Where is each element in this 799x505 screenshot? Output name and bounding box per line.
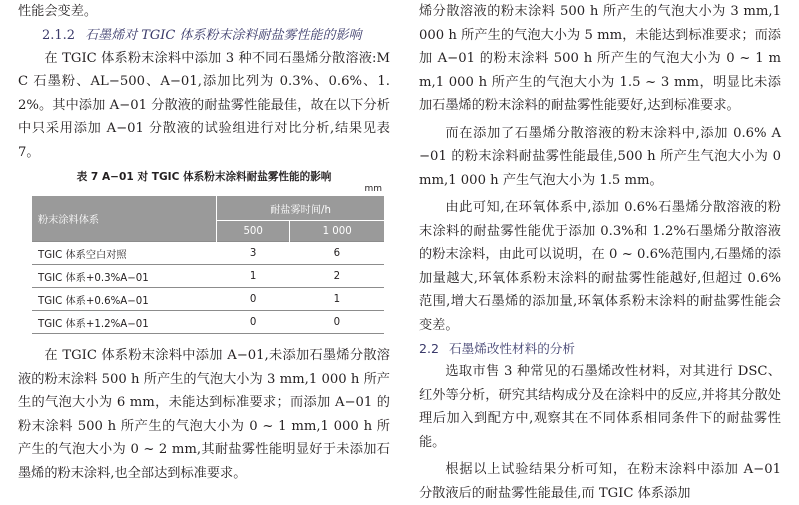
- table-cell: 2: [290, 265, 384, 288]
- table-cell: 6: [290, 242, 384, 265]
- table-col-header: 1 000: [290, 221, 384, 242]
- section-title: 石墨烯改性材料的分析: [449, 341, 575, 356]
- table-cell-label: TGIC 体系空白对照: [32, 242, 217, 265]
- table-cell: 1: [217, 265, 290, 288]
- paragraph: 在 TGIC 体系粉末涂料中添加 A−01,未添加石墨烯分散溶液的粉末涂料 500 h 所产生的气泡大小为 3 mm,1 000 h 所产生的气泡大小为 6 mm，未能达到标准要求；而添加 A−01 的粉末涂料 500 h 所产生的气泡大小为 0 ~ 1 mm,1 000 h 所产生的气泡大小为 0 ~ 2 mm,其耐盐雾性能明显好于未添加石墨烯的粉末涂料,也全部达到标准要求。: [18, 348, 390, 481]
- table-caption: 表 7 A−01 对 TGIC 体系粉末涂料耐盐雾性能的影响: [76, 171, 332, 183]
- paragraph: 烯分散溶液的粉末涂料 500 h 所产生的气泡大小为 3 mm,1 000 h 所产生的气泡大小为 5 mm，未能达到标准要求；而添加 A−01 的粉末涂料 500 h 所产生的气泡大小为 0 ~ 1 mm,1 000 h 所产生的气泡大小为 1.5 ~ 3 mm，明显比未添加石墨烯的粉末涂料的耐盐雾性能要好,达到标准要求。: [419, 4, 781, 113]
- paragraph: 在 TGIC 体系粉末涂料中添加 3 种不同石墨烯分散溶液:MC 石墨粉、AL−500、A−01,添加比列为 0.3%、0.6%、1.2%。其中添加 A−01 分散液的耐盐雾性能最佳，故在以下分析中只采用添加 A−01 分散液的试验组进行对比分析,结果见表 7。: [18, 50, 390, 160]
- table-row-header: 粉末涂料体系: [32, 196, 217, 242]
- right-column: [419, 0, 781, 505]
- table-cell: 0: [217, 288, 290, 311]
- table-row: [32, 288, 384, 311]
- table-cell-label: TGIC 体系+0.6%A−01: [32, 288, 217, 311]
- table-cell-label: TGIC 体系+0.3%A−01: [32, 265, 217, 288]
- paragraph: 而在添加了石墨烯分散溶液的粉末涂料中,添加 0.6% A−01 的粉末涂料耐盐雾性能最佳,500 h 所产生气泡大小为 0 mm,1 000 h 产生气泡大小为 1.5 mm。: [419, 125, 781, 188]
- table-row: [32, 242, 384, 265]
- section-heading-2-1-2: [42, 24, 390, 47]
- paragraph: 选取市售 3 种常见的石墨烯改性材料，对其进行 DSC、红外等分析，研究其结构成分及在涂料中的反应,并将其分散处理后加入到配方中,观察其在不同体系相同条件下的耐盐雾性能。: [419, 364, 781, 450]
- table-unit: mm: [364, 184, 382, 194]
- table-cell: 0: [217, 311, 290, 334]
- table-cell-label: TGIC 体系+1.2%A−01: [32, 311, 217, 334]
- table-cell: 1: [290, 288, 384, 311]
- table-cell: 3: [217, 242, 290, 265]
- paragraph: 根据以上试验结果分析可知，在粉末涂料中添加 A−01 分散液后的耐盐雾性能最佳,而 TGIC 体系添加: [419, 462, 781, 501]
- continued-text: 性能会变差。: [18, 4, 98, 19]
- section-title: 石墨烯对 TGIC 体系粉末涂料耐盐雾性能的影响: [85, 27, 362, 43]
- table-row: [32, 265, 384, 288]
- section-number: 2.2: [419, 341, 440, 356]
- section-number: 2.1.2: [42, 27, 76, 43]
- left-column: [18, 0, 390, 485]
- salt-spray-table: [32, 196, 384, 334]
- table-col-header: 500: [217, 221, 290, 242]
- table-cell: 0: [290, 311, 384, 334]
- paragraph: 由此可知,在环氧体系中,添加 0.6%石墨烯分散溶液的粉末涂料的耐盐雾性能优于添加 0.3%和 1.2%石墨烯分散溶液的粉末涂料，由此可以说明，在 0 ~ 0.6%范围内,石墨烯的添加量越大,环氧体系粉末涂料的耐盐雾性能越好,但超过 0.6%范围,增大石墨烯的添加量,环氧体系粉末涂料的耐盐雾性能会变差。: [419, 200, 781, 333]
- table-row: [32, 311, 384, 334]
- table-group-header: 耐盐雾时间/h: [217, 196, 385, 221]
- section-heading-2-2: [419, 337, 781, 360]
